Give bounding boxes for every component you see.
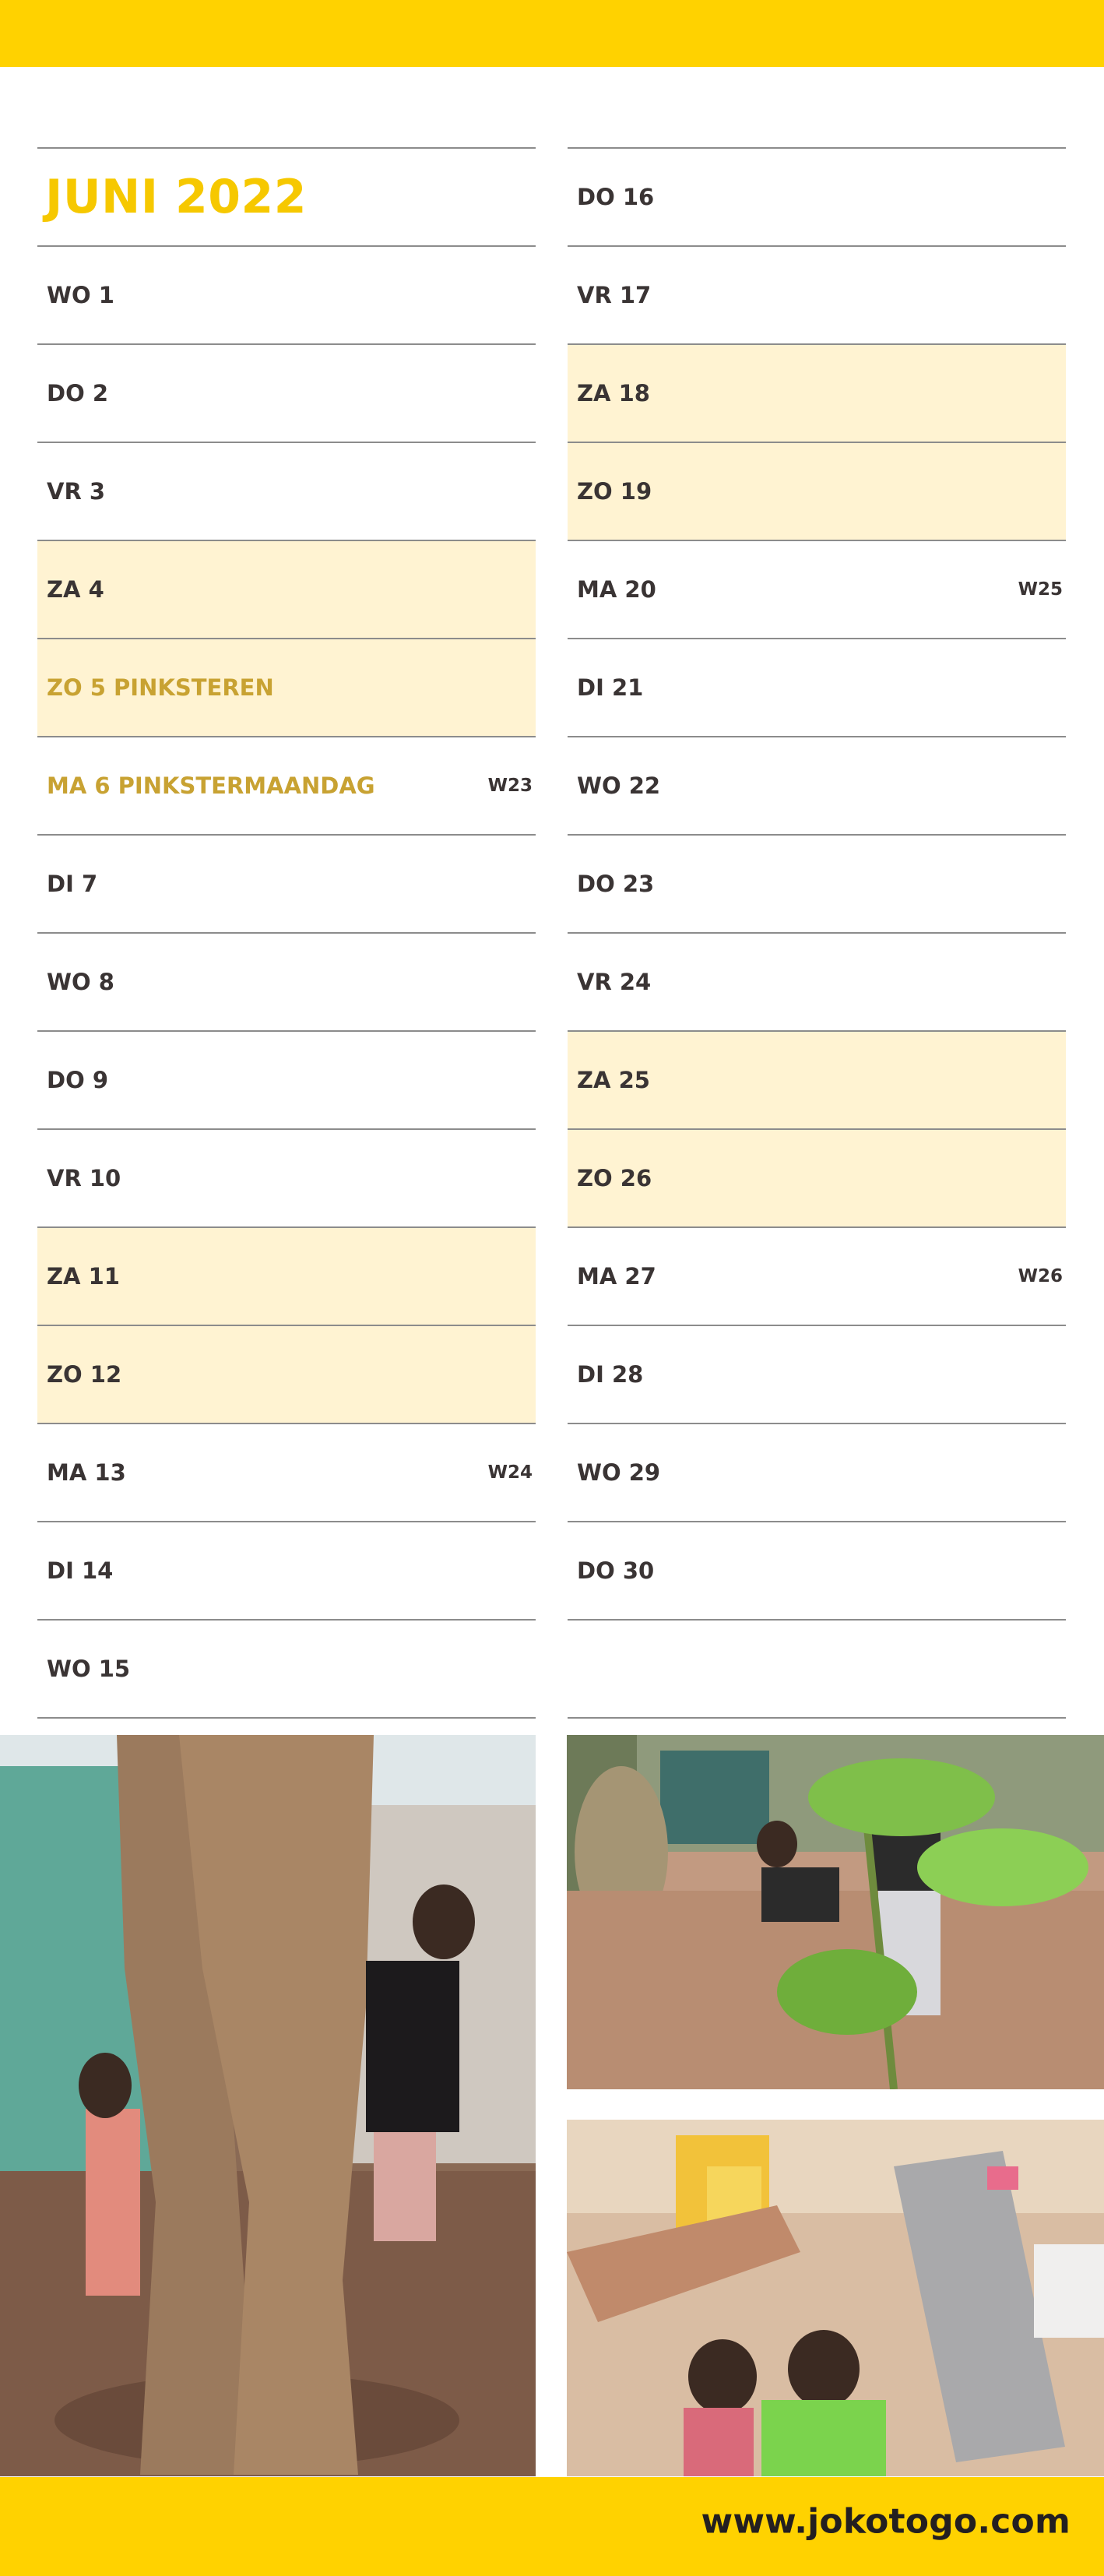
day-label: ZO 5 PINKSTEREN	[47, 674, 274, 701]
day-row	[568, 1030, 1066, 1128]
day-row	[568, 1521, 1066, 1619]
month-title-row	[37, 147, 536, 245]
day-row	[37, 343, 536, 442]
day-label: VR 10	[47, 1165, 121, 1191]
day-row	[568, 1128, 1066, 1226]
day-row	[568, 1423, 1066, 1521]
day-label: DI 21	[577, 674, 644, 701]
day-row	[37, 442, 536, 540]
day-label: DO 30	[577, 1557, 655, 1584]
day-label: ZA 4	[47, 576, 104, 603]
day-label: DO 2	[47, 380, 108, 406]
day-row	[37, 1423, 536, 1521]
day-row	[568, 638, 1066, 736]
day-row	[568, 736, 1066, 834]
day-row	[568, 1226, 1066, 1325]
day-list-left	[37, 245, 536, 1717]
day-row	[37, 736, 536, 834]
week-number: W23	[487, 776, 533, 796]
day-label: ZO 19	[577, 478, 652, 505]
day-row	[568, 343, 1066, 442]
day-label: DO 23	[577, 871, 655, 897]
week-number: W24	[487, 1462, 533, 1483]
day-row	[568, 1619, 1066, 1717]
month-title: JUNI 2022	[45, 170, 307, 224]
week-number: W25	[1018, 579, 1063, 600]
day-label: DI 28	[577, 1361, 644, 1388]
website-url: www.jokotogo.com	[701, 2501, 1071, 2542]
day-row	[37, 1128, 536, 1226]
day-label: ZA 11	[47, 1263, 120, 1290]
day-label: WO 15	[47, 1656, 131, 1682]
day-label: VR 24	[577, 969, 652, 995]
day-label: WO 29	[577, 1459, 661, 1486]
day-row	[37, 932, 536, 1030]
day-label: DI 14	[47, 1557, 114, 1584]
photo-children-playground	[567, 2120, 1104, 2476]
photo-woman-papaya-plant	[567, 1735, 1104, 2089]
column-bottom-rule	[37, 1717, 536, 1719]
day-label: DO 9	[47, 1067, 108, 1093]
day-label: DO 16	[577, 184, 655, 210]
day-row	[568, 442, 1066, 540]
day-label: MA 13	[47, 1459, 126, 1486]
day-row	[568, 1325, 1066, 1423]
day-label: ZA 25	[577, 1067, 650, 1093]
day-row	[568, 540, 1066, 638]
day-row	[37, 1619, 536, 1717]
day-label: ZO 26	[577, 1165, 652, 1191]
day-label: WO 22	[577, 772, 661, 799]
day-label: ZA 18	[577, 380, 650, 406]
calendar-column-right	[568, 147, 1066, 1719]
week-number: W26	[1018, 1266, 1063, 1286]
day-row	[37, 540, 536, 638]
day-row	[37, 1030, 536, 1128]
day-row	[568, 932, 1066, 1030]
day-label: DI 7	[47, 871, 98, 897]
top-banner	[0, 0, 1104, 67]
day-label: WO 1	[47, 282, 114, 308]
day-label: WO 8	[47, 969, 114, 995]
photo-children-behind-tree	[0, 1735, 536, 2476]
day-label: VR 3	[47, 478, 106, 505]
day-row	[568, 147, 1066, 245]
day-label: MA 20	[577, 576, 656, 603]
day-row	[37, 834, 536, 932]
calendar-column-left	[37, 147, 536, 1719]
day-row	[568, 245, 1066, 343]
day-row	[37, 245, 536, 343]
day-label: MA 6 PINKSTERMAANDAG	[47, 772, 375, 799]
day-list-right	[568, 147, 1066, 1717]
day-label: MA 27	[577, 1263, 656, 1290]
column-bottom-rule	[568, 1717, 1066, 1719]
day-row	[568, 834, 1066, 932]
day-label: ZO 12	[47, 1361, 122, 1388]
day-row	[37, 638, 536, 736]
day-row	[37, 1325, 536, 1423]
day-label: VR 17	[577, 282, 652, 308]
day-row	[37, 1226, 536, 1325]
day-row	[37, 1521, 536, 1619]
